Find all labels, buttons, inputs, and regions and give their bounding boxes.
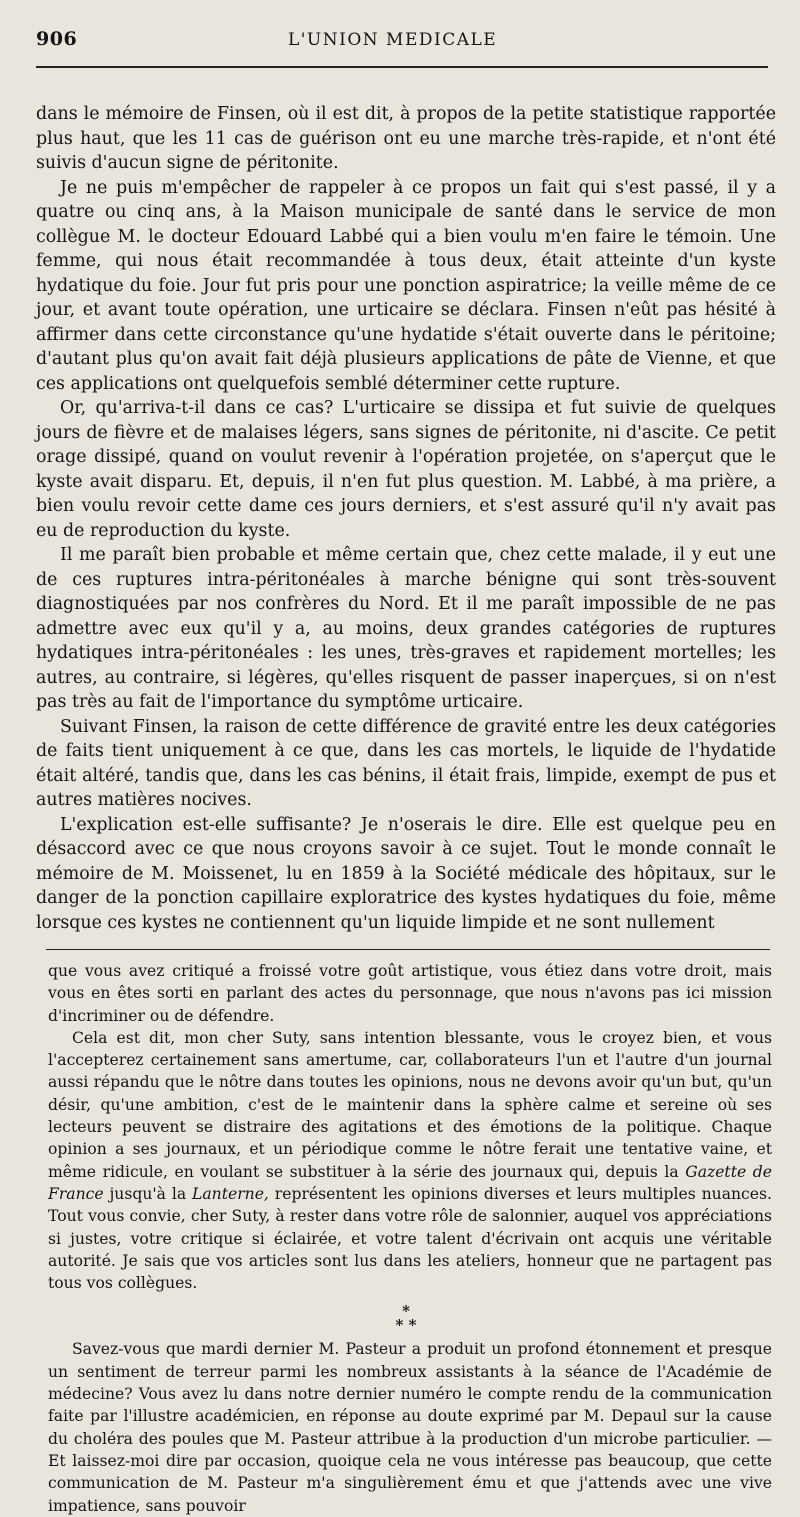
feuilleton-paragraph: Savez-vous que mardi dernier M. Pasteur a produit un profond étonnement et presque un sentiment de terreur parmi les nombreux assistants à la séance de l'Académie de médecine? Vous avez lu dans notre dernier numéro le compte rendu de la communication faite par l'illustre académicien, en réponse au doute exprimé par M. Depaul sur la cause du choléra des poules que M. Pasteur attribue à la production d'un microbe particulier. — Et laissez-moi dire par occasion, quoique cela ne vous intéresse pas beaucoup, que cette communication de M. Pasteur m'a singulièrement ému et que j'attends avec une vive impatience, sans pouvoir: [48, 1340, 772, 1515]
article-body: [36, 102, 776, 935]
feuilleton-paragraph: que vous avez critiqué a froissé votre goût artistique, vous étiez dans votre droit, mais vous en êtes sorti en parlant des actes du personnage, que nous n'avons pas ici mission d'incriminer ou de défendre.: [48, 962, 772, 1025]
feuilleton-section: [36, 960, 776, 1517]
article-paragraph: Suivant Finsen, la raison de cette différence de gravité entre les deux catégories de faits tient uniquement à ce que, dans les cas mortels, le liquide de l'hydatide était altéré, tandis que, dans les cas bénins, il était frais, limpide, exempt de pus et autres matières nocives.: [36, 716, 776, 810]
article-paragraph: Il me paraît bien probable et même certain que, chez cette malade, il y eut une de ces ruptures intra-péritonéales à marche bénigne qui sont très-souvent diagnostiquées par nos confrères du Nord. Et il me paraît impossible de ne pas admettre avec eux qu'il y a, au moins, deux grandes catégories de ruptures hydatiques intra-péritonéales : les unes, très-graves et rapidement mortelles; les autres, au contraire, si légères, qu'elles risquent de passer inaperçues, si on n'est pas très au fait de l'importance du symptôme urticaire.: [36, 545, 776, 712]
newspaper-name-gazette: Gazette de France: [48, 1162, 772, 1203]
article-paragraph: L'explication est-elle suffisante? Je n'oserais le dire. Elle est quelque peu en désaccord avec ce que nous croyons savoir à ce sujet. Tout le monde connaît le mémoire de M. Moissenet, lu en 1859 à la Société médicale des hôpitaux, sur le danger de la ponction capillaire exploratrice des kystes hydatiques du foie, même lorsque ces kystes ne contiennent qu'un liquide limpide et ne sont nullement: [36, 814, 776, 933]
page-header: [36, 28, 768, 68]
section-separator-asterisks: [36, 1302, 776, 1335]
newspaper-name-lanterne: Lanterne,: [192, 1184, 269, 1203]
article-paragraph: Or, qu'arriva-t-il dans ce cas? L'urticaire se dissipa et fut suivie de quelques jours de fièvre et de malaises légers, sans signes de péritonite, ni d'ascite. Ce petit orage dissipé, quand on voulut revenir à l'opération projetée, on s'aperçut que le kyste avait disparu. Et, depuis, il n'en fut plus question. M. Labbé, à ma prière, a bien voulu revoir cette dame ces jours derniers, et s'est assuré qu'il n'y avait pas eu de reproduction du kyste.: [36, 398, 776, 541]
journal-title: L'UNION MEDICALE: [287, 30, 498, 50]
asterisk-bottom: * *: [395, 1316, 417, 1335]
feuilleton-divider: [46, 949, 770, 950]
feuilleton-text: Cela est dit, mon cher Suty, sans intention blessante, vous le croyez bien, et vous l'accepterez certainement sans amertume, car, collaborateurs l'un et l'autre d'un journal aussi répandu que le nôtre dans toutes les opinions, nous ne devons avoir qu'un but, qu'un désir, qu'une ambition, c'est de le maintenir dans la sphère calme et sereine où ses lecteurs peuvent se distraire des agitations et des émotions de la politique. Chaque opinion a ses journaux, et un périodique comme le nôtre ferait une tentative vaine, et même ridicule, en voulant se substituer à la série des journaux qui, depuis la: [48, 1028, 772, 1181]
feuilleton-text: jusqu'à la: [103, 1184, 193, 1203]
asterisk-top: *: [402, 1302, 410, 1321]
feuilleton-text: représentent les opinions diverses et leurs multiples nuances. Tout vous convie, cher Suty, à rester dans votre rôle de salonnier, auquel vos appréciations si justes, votre critique si éclairée, et votre talent d'écrivain ont acquis une véritable autorité. Je sais que vos articles sont lus dans les ateliers, honneur que ne partagent pas tous vos collègues.: [48, 1184, 772, 1293]
page-number: 906: [36, 28, 78, 50]
article-paragraph: dans le mémoire de Finsen, où il est dit, à propos de la petite statistique rapportée plus haut, que les 11 cas de guérison ont eu une marche très-rapide, et n'ont été suivis d'aucun signe de péritonite.: [36, 104, 776, 173]
feuilleton-paragraph: [36, 1027, 776, 1295]
article-paragraph: Je ne puis m'empêcher de rappeler à ce propos un fait qui s'est passé, il y a quatre ou cinq ans, à la Maison municipale de santé dans le service de mon collègue M. le docteur Edouard Labbé qui a bien voulu m'en faire le témoin. Une femme, qui nous était recommandée à tous deux, était atteinte d'un kyste hydatique du foie. Jour fut pris pour une ponction aspiratrice; la veille même de ce jour, et avant toute opération, une urticaire se déclara. Finsen n'eût pas hésité à affirmer dans cette circonstance qu'une hydatide s'était ouverte dans le péritoine; d'autant plus qu'on avait fait déjà plusieurs applications de pâte de Vienne, et que ces applications ont quelquefois semblé déterminer cette rupture.: [36, 177, 776, 394]
